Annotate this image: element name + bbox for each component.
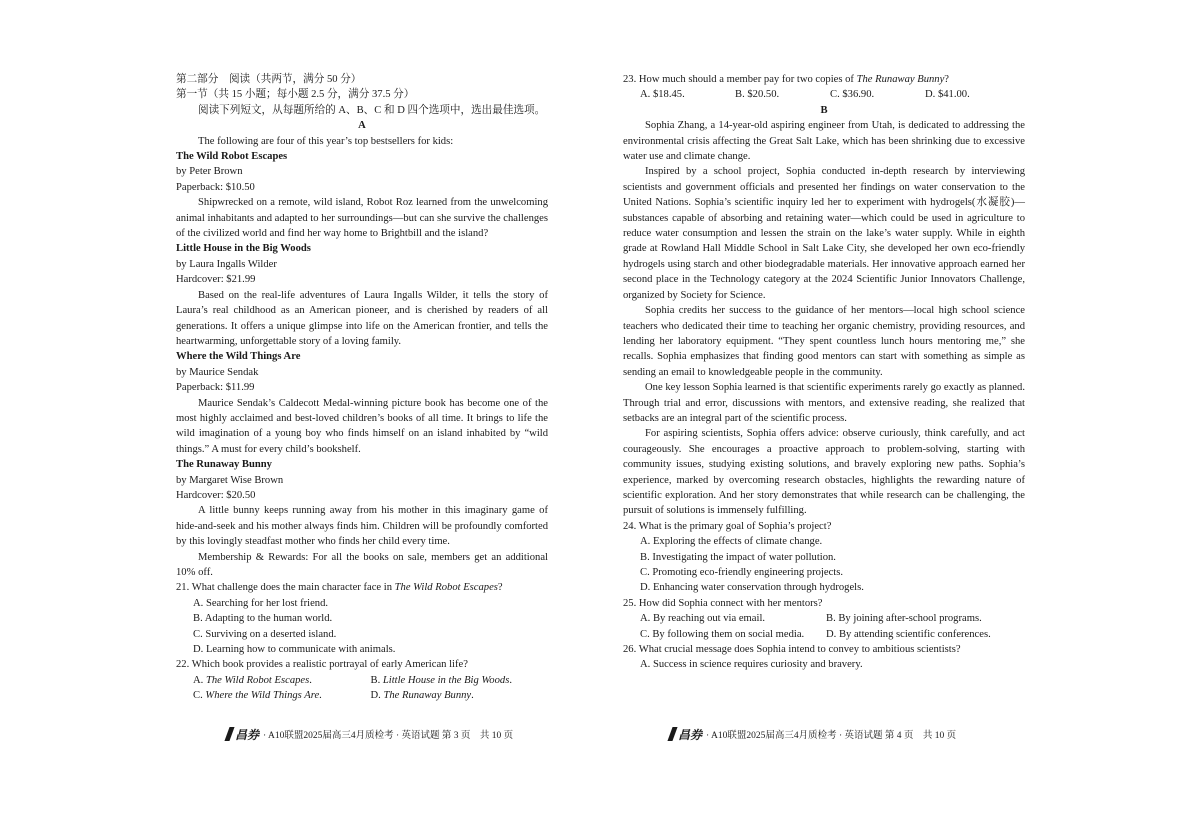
book-entry-1: [176, 149, 548, 241]
footer-text: · A10联盟2025届高三4月质检考 · 英语试题 第 3 页 共 10 页: [263, 731, 514, 741]
right-page-column: [623, 72, 1025, 673]
question-stem: 25. How did Sophia connect with her mentors?: [623, 597, 823, 609]
book-price: Paperback: $10.50: [176, 181, 255, 193]
book-author: by Margaret Wise Brown: [176, 474, 284, 486]
options-row: [623, 627, 1025, 642]
option-d: D. $41.00.: [925, 89, 970, 101]
question-stem: 26. What crucial message does Sophia intend to convey to ambitious scientists?: [623, 644, 961, 656]
passage-label-b: B: [820, 104, 828, 116]
option-a: A. Exploring the effects of climate change.: [640, 536, 823, 548]
book-title: Where the Wild Things Are: [176, 351, 301, 363]
option-d: D. The Runaway Bunny.: [370, 690, 474, 702]
question-21: [176, 580, 548, 657]
book-title: Little House in the Big Woods: [176, 243, 311, 255]
option-c: C. $36.90.: [830, 89, 875, 101]
question-stem: 24. What is the primary goal of Sophia’s project?: [623, 520, 832, 532]
question-24: [623, 519, 1025, 596]
exam-logo-icon: 昌券: [668, 726, 702, 742]
options-row: [623, 611, 1025, 626]
exam-logo-icon: 昌券: [225, 726, 259, 742]
option-b: B. Little House in the Big Woods.: [370, 674, 512, 686]
book-description: Based on the real-life adventures of Laura Ingalls Wilder, it tells the story of Laura’s real childhood as an American pioneer, and is cherished by readers of all generations. It offers a unique glimpse into life on the American frontier, and tells the heartwarming, unforgettable story of a loving family.: [176, 289, 548, 347]
option-c: C. Surviving on a deserted island.: [193, 628, 337, 640]
passage-paragraph: Sophia Zhang, a 14-year-old aspiring engineer from Utah, is dedicated to addressing the environmental crisis affecting the Great Salt Lake, which has been shrinking due to excessive water use and climate change.: [623, 120, 1025, 163]
passage-label-a: A: [358, 120, 366, 132]
question-22: [176, 657, 548, 703]
book-author: by Maurice Sendak: [176, 366, 259, 378]
option-c: C. By following them on social media.: [640, 628, 805, 640]
book-entry-2: [176, 241, 548, 349]
book-author: by Laura Ingalls Wilder: [176, 258, 277, 270]
option-c: C. Promoting eco-friendly engineering projects.: [640, 567, 843, 578]
question-stem: 22. Which book provides a realistic portrayal of early American life?: [176, 659, 468, 671]
option-b: B. Adapting to the human world.: [193, 613, 333, 625]
subsection-heading: 第一节（共 15 小题；每小题 2.5 分，满分 37.5 分）: [176, 89, 415, 101]
option-d: D. By attending scientific conferences.: [826, 628, 991, 640]
question-25: [623, 596, 1025, 642]
option-b: B. $20.50.: [735, 89, 780, 101]
option-a: A. By reaching out via email.: [640, 613, 766, 625]
passage-paragraph: One key lesson Sophia learned is that scientific experiments rarely go exactly as planned. Through trial and error, discussions with mentors, and extensive reading, she realized that setbacks are an integral part of the scientific process.: [623, 382, 1025, 424]
book-description: A little bunny keeps running away from his mother in this imaginary game of hide-and-seek and his mother always finds him. Children will be profoundly comforted by this lovingly steadfast mother who finds her child every time.: [176, 505, 548, 548]
left-page-column: [176, 72, 548, 704]
passage-paragraph: For aspiring scientists, Sophia offers advice: observe curiously, think carefully, and act courageously. She encourages a proactive approach to problem-solving, starting with community issues, studying existing solutions, and bravely exploring new paths. Sophia’s experience, marked by overcoming research obstacles, highlights the rewarding nature of scientific exploration. And her story demonstrates that while research can be challenging, the pursuit of solutions is immensely fulfilling.: [623, 428, 1025, 517]
book-entry-3: [176, 349, 548, 457]
book-description: Shipwrecked on a remote, wild island, Robot Roz learned from the unwelcoming animal inhabitants and adapted to her surroundings—but can she survive the challenges of the civilized world and find her way home to Brightbill and the island?: [176, 197, 548, 240]
book-price: Paperback: $11.99: [176, 382, 255, 394]
membership-note: Membership & Rewards: For all the books on sale, members get an additional 10% off.: [176, 551, 548, 578]
question-26: [623, 642, 1025, 673]
passage-paragraph: Sophia credits her success to the guidance of her mentors—local high school science teachers who dedicated their time to teaching her organic chemistry, providing resources, and lending her laboratory equipment. “They spent countless lunch hours mentoring me,” she recalls. Sophia emphasizes that finding good mentors can start with something as simple as sending an email to knowledgeable people in the community.: [623, 305, 1025, 378]
passage-paragraph: Inspired by a school project, Sophia conducted in-depth research by interviewing scientists and government officials and presented her findings on water conservation to the United Nations. Sophia’s scientific inquiry led her to experiment with hydrogels(水凝胶)—substances capable of absorbing and retaining water—which could be used in agriculture to reduce water consumption and lessen the strain on the lake’s water supply. While in eighth grade at Rowland Hall Middle School in Salt Lake City, she developed her own eco-friendly hydrogels using starch and other biodegradable materials. Her innovative approach earned her second place in the Technology category at the 2024 Scientific Junior Innovators Challenge, organized by Society for Science.: [623, 166, 1025, 301]
footer-text: · A10联盟2025届高三4月质检考 · 英语试题 第 4 页 共 10 页: [706, 731, 957, 741]
options-row: [623, 87, 1025, 102]
option-b: B. By joining after-school programs.: [826, 613, 982, 625]
book-title: The Wild Robot Escapes: [176, 151, 288, 163]
question-stem: 23. How much should a member pay for two copies of The Runaway Bunny?: [623, 74, 949, 85]
book-author: by Peter Brown: [176, 166, 243, 178]
book-title: The Runaway Bunny: [176, 459, 272, 471]
page-footer-left: [225, 726, 513, 742]
option-c: C. Where the Wild Things Are.: [193, 690, 322, 702]
section-heading: 第二部分 阅读（共两节，满分 50 分）: [176, 74, 362, 85]
option-b: B. Investigating the impact of water pollution.: [640, 551, 836, 563]
book-price: Hardcover: $21.99: [176, 274, 256, 286]
question-23: [623, 72, 1025, 103]
option-a: A. The Wild Robot Escapes.: [193, 674, 312, 686]
book-price: Hardcover: $20.50: [176, 489, 256, 501]
option-a: A. Success in science requires curiosity and bravery.: [640, 659, 863, 671]
option-d: D. Enhancing water conservation through hydrogels.: [640, 582, 864, 594]
option-a: A. Searching for her lost friend.: [193, 597, 329, 609]
book-entry-4: [176, 457, 548, 549]
page-footer-right: [668, 726, 956, 742]
options-row: [176, 688, 548, 703]
book-description: Maurice Sendak’s Caldecott Medal-winning picture book has become one of the most highly acclaimed and best-loved children’s books of all time. It brings to life the wild imagination of a young boy who finds himself on an island inhabited by “wild things.” A must for every child’s bookshelf.: [176, 397, 548, 455]
options-row: [176, 673, 548, 688]
passage-intro: The following are four of this year’s top bestsellers for kids:: [198, 135, 454, 147]
instruction-text: 阅读下列短文，从每题所给的 A、B、C 和 D 四个选项中，选出最佳选项。: [198, 104, 546, 116]
option-a: A. $18.45.: [640, 89, 685, 101]
question-stem: 21. What challenge does the main character face in The Wild Robot Escapes?: [176, 582, 503, 594]
option-d: D. Learning how to communicate with animals.: [193, 644, 396, 656]
